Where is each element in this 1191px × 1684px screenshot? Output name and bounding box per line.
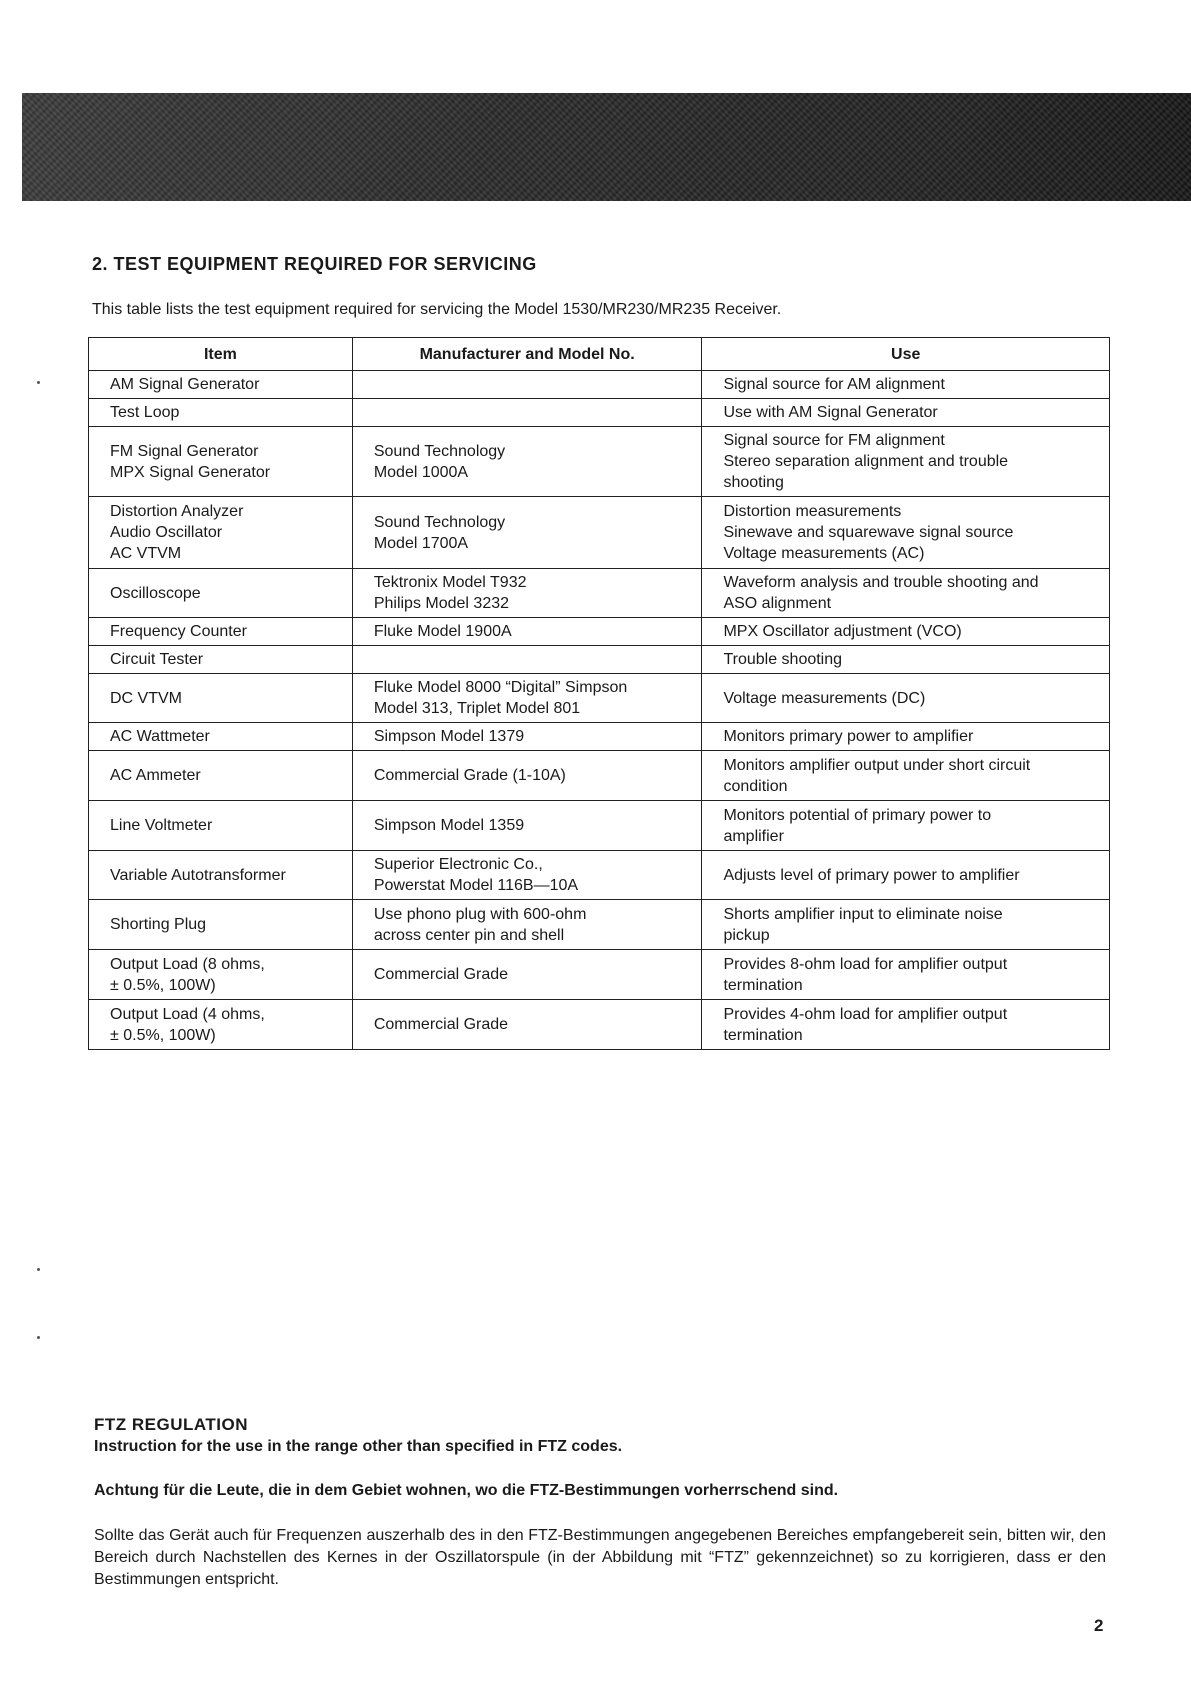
cell-text: Simpson Model 1359 bbox=[373, 817, 525, 834]
cell-text: Commercial Grade bbox=[373, 966, 509, 983]
header-item: Item bbox=[89, 338, 353, 371]
cell-text: AC Wattmeter bbox=[110, 728, 210, 745]
cell-text: Sinewave and squarewave signal source bbox=[723, 524, 1014, 541]
cell-text: condition bbox=[723, 777, 788, 795]
table-row bbox=[89, 371, 1110, 399]
table-row bbox=[89, 801, 1110, 851]
cell-use bbox=[702, 371, 1110, 399]
cell-text: termination bbox=[723, 976, 803, 994]
table-row bbox=[89, 497, 1110, 569]
cell-manufacturer bbox=[352, 723, 702, 751]
cell-text: Trouble shooting bbox=[723, 651, 843, 668]
cell-use bbox=[702, 723, 1110, 751]
cell-item bbox=[89, 851, 353, 900]
cell-text: Superior Electronic Co., bbox=[373, 856, 543, 873]
cell-text: AM Signal Generator bbox=[110, 376, 260, 393]
cell-text: Use phono plug with 600-ohm bbox=[373, 905, 587, 923]
section-title: 2. TEST EQUIPMENT REQUIRED FOR SERVICING bbox=[92, 254, 537, 274]
table-row bbox=[89, 751, 1110, 801]
cell-text: ASO alignment bbox=[723, 595, 832, 612]
scan-speck bbox=[37, 1336, 40, 1339]
cell-text: Signal source for AM alignment bbox=[723, 376, 945, 393]
ftz-title: FTZ REGULATION bbox=[94, 1415, 248, 1434]
cell-text: shooting bbox=[723, 474, 784, 491]
cell-text: ± 0.5%, 100W) bbox=[110, 976, 216, 994]
cell-text: Line Voltmeter bbox=[110, 817, 213, 834]
cell-manufacturer bbox=[352, 950, 702, 1000]
cell-text: Monitors amplifier output under short circuit bbox=[723, 756, 1031, 774]
cell-item bbox=[89, 371, 353, 399]
table-header-row bbox=[89, 338, 1110, 371]
table-row bbox=[89, 1000, 1110, 1050]
cell-item bbox=[89, 900, 353, 950]
cell-text: Output Load (4 ohms, bbox=[110, 1005, 265, 1023]
table-row bbox=[89, 618, 1110, 646]
cell-use bbox=[702, 950, 1110, 1000]
cell-item bbox=[89, 427, 353, 497]
cell-manufacturer bbox=[352, 618, 702, 646]
table-row bbox=[89, 646, 1110, 674]
cell-text: Commercial Grade (1-10A) bbox=[373, 767, 566, 784]
cell-text: FM Signal Generator bbox=[110, 442, 259, 460]
cell-text: Powerstat Model 116B—10A bbox=[373, 877, 579, 894]
cell-manufacturer bbox=[352, 399, 702, 427]
cell-item bbox=[89, 646, 353, 674]
test-equipment-table bbox=[88, 337, 1110, 1050]
header-use: Use bbox=[702, 338, 1110, 371]
ftz-subtitle: Instruction for the use in the range other than specified in FTZ codes. bbox=[94, 1438, 623, 1455]
cell-manufacturer bbox=[352, 900, 702, 950]
cell-item bbox=[89, 618, 353, 646]
table-row bbox=[89, 569, 1110, 618]
cell-text: Sound Technology bbox=[373, 513, 506, 531]
cell-text: Sound Technology bbox=[373, 442, 506, 460]
cell-text: Provides 4-ohm load for amplifier output bbox=[723, 1005, 1008, 1023]
cell-text: Adjusts level of primary power to amplifier bbox=[723, 866, 1020, 884]
cell-text: DC VTVM bbox=[110, 689, 182, 707]
table-row bbox=[89, 399, 1110, 427]
cell-text: Voltage measurements (AC) bbox=[723, 545, 925, 562]
cell-text: across center pin and shell bbox=[373, 926, 565, 944]
cell-use bbox=[702, 427, 1110, 497]
cell-item bbox=[89, 399, 353, 427]
cell-text: Philips Model 3232 bbox=[373, 595, 510, 612]
cell-text: AC VTVM bbox=[110, 545, 182, 562]
cell-manufacturer bbox=[352, 851, 702, 900]
scan-speck bbox=[37, 381, 40, 384]
cell-text: Model 1700A bbox=[373, 534, 469, 552]
cell-text: Variable Autotransformer bbox=[110, 866, 286, 884]
table-row bbox=[89, 674, 1110, 723]
cell-use bbox=[702, 618, 1110, 646]
cell-text: MPX Oscillator adjustment (VCO) bbox=[723, 623, 962, 640]
cell-item bbox=[89, 723, 353, 751]
cell-item bbox=[89, 569, 353, 618]
page-number: 2 bbox=[1094, 1616, 1104, 1635]
cell-use bbox=[702, 1000, 1110, 1050]
cell-item bbox=[89, 497, 353, 569]
cell-text: Fluke Model 8000 “Digital” Simpson bbox=[373, 679, 628, 696]
scan-speck bbox=[37, 1268, 40, 1271]
cell-use bbox=[702, 851, 1110, 900]
cell-use bbox=[702, 569, 1110, 618]
ftz-body: Sollte das Gerät auch für Frequenzen auszerhalb des in den FTZ-Bestimmungen angegebenen Bereiches empfangebereit sein, bitten wir, den Bereich durch Nachstellen des Kernes in der Oszillatorspule (in der Abbildung mit “FTZ” gekennzeichnet) so zu korrigieren, dass er den Bestimmungen entspricht. bbox=[94, 1527, 1106, 1588]
cell-manufacturer bbox=[352, 497, 702, 569]
cell-text: Stereo separation alignment and trouble bbox=[723, 453, 1009, 470]
cell-item bbox=[89, 751, 353, 801]
cell-text: MPX Signal Generator bbox=[110, 463, 271, 481]
cell-text: Model 1000A bbox=[373, 463, 469, 481]
cell-manufacturer bbox=[352, 1000, 702, 1050]
cell-text: Use with AM Signal Generator bbox=[723, 404, 938, 421]
cell-text: Commercial Grade bbox=[373, 1016, 509, 1033]
cell-text: AC Ammeter bbox=[110, 767, 201, 784]
cell-text: Simpson Model 1379 bbox=[373, 728, 525, 745]
cell-manufacturer bbox=[352, 801, 702, 851]
cell-item bbox=[89, 950, 353, 1000]
cell-text: Waveform analysis and trouble shooting and bbox=[723, 574, 1039, 591]
cell-use bbox=[702, 497, 1110, 569]
cell-use bbox=[702, 646, 1110, 674]
cell-text: Signal source for FM alignment bbox=[723, 432, 945, 449]
cell-text: ± 0.5%, 100W) bbox=[110, 1026, 216, 1044]
cell-manufacturer bbox=[352, 569, 702, 618]
cell-item bbox=[89, 1000, 353, 1050]
cell-item bbox=[89, 674, 353, 723]
cell-text: Fluke Model 1900A bbox=[373, 623, 512, 640]
cell-text: Tektronix Model T932 bbox=[373, 574, 527, 591]
cell-item bbox=[89, 801, 353, 851]
cell-text: Test Loop bbox=[110, 404, 180, 421]
table-row bbox=[89, 427, 1110, 497]
ftz-warning: Achtung für die Leute, die in dem Gebiet wohnen, wo die FTZ-Bestimmungen vorherrschend sind. bbox=[94, 1482, 839, 1499]
cell-text: amplifier bbox=[723, 827, 784, 845]
cell-manufacturer bbox=[352, 371, 702, 399]
cell-text: Distortion Analyzer bbox=[110, 503, 244, 520]
cell-text: Shorting Plug bbox=[110, 916, 207, 933]
cell-manufacturer bbox=[352, 427, 702, 497]
cell-text: Frequency Counter bbox=[110, 623, 247, 640]
table-row bbox=[89, 900, 1110, 950]
section-intro: This table lists the test equipment required for servicing the Model 1530/MR230/MR235 Receiver. bbox=[92, 301, 782, 318]
cell-use bbox=[702, 399, 1110, 427]
cell-use bbox=[702, 674, 1110, 723]
cell-text: Audio Oscillator bbox=[110, 524, 223, 541]
header-manufacturer: Manufacturer and Model No. bbox=[352, 338, 702, 371]
cell-use bbox=[702, 751, 1110, 801]
cell-text: pickup bbox=[723, 926, 770, 944]
cell-text: Monitors potential of primary power to bbox=[723, 806, 992, 824]
cell-text: Provides 8-ohm load for amplifier output bbox=[723, 955, 1008, 973]
cell-text: Output Load (8 ohms, bbox=[110, 955, 265, 973]
cell-text: Voltage measurements (DC) bbox=[723, 689, 926, 707]
cell-text: Oscilloscope bbox=[110, 584, 201, 602]
cell-use bbox=[702, 801, 1110, 851]
cell-text: Monitors primary power to amplifier bbox=[723, 728, 974, 745]
cell-manufacturer bbox=[352, 646, 702, 674]
cell-text: termination bbox=[723, 1026, 803, 1044]
table-row bbox=[89, 950, 1110, 1000]
cell-text: Distortion measurements bbox=[723, 503, 902, 520]
table-row bbox=[89, 723, 1110, 751]
cell-text: Model 313, Triplet Model 801 bbox=[373, 700, 581, 717]
header-banner bbox=[22, 93, 1191, 201]
cell-use bbox=[702, 900, 1110, 950]
table-row bbox=[89, 851, 1110, 900]
cell-text: Circuit Tester bbox=[110, 651, 204, 668]
cell-manufacturer bbox=[352, 751, 702, 801]
cell-manufacturer bbox=[352, 674, 702, 723]
table-body bbox=[89, 371, 1110, 1050]
cell-text: Shorts amplifier input to eliminate noise bbox=[723, 905, 1003, 923]
